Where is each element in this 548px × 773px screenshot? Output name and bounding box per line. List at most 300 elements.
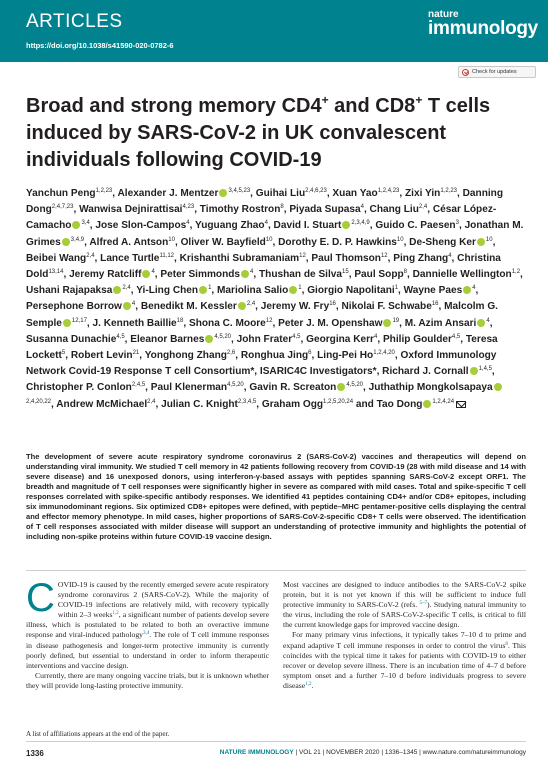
body-paragraph: Currently, there are many ongoing vaccine trials, but it is unknown whether they will provide long-lasting protective immunity. — [26, 670, 269, 690]
author[interactable] — [375, 220, 459, 231]
author-separator: , — [130, 285, 137, 297]
citation[interactable]: 8 — [505, 641, 508, 647]
divider — [26, 570, 526, 571]
journal-logo-line2: immunology — [428, 18, 538, 39]
author-name: Jonathan M. Grimes — [26, 220, 524, 248]
author[interactable] — [354, 269, 407, 280]
author[interactable] — [79, 204, 194, 215]
author[interactable] — [249, 382, 363, 393]
author-name: Oliver W. Bayfield — [180, 236, 266, 248]
author[interactable] — [342, 301, 439, 312]
author[interactable] — [145, 350, 236, 361]
author-separator: , — [377, 333, 383, 345]
author-name: Zixi Yin — [404, 188, 441, 199]
orcid-icon[interactable] — [205, 335, 213, 343]
author-affiliation: 4,5 — [116, 333, 125, 340]
author[interactable] — [261, 301, 336, 312]
citation[interactable]: 5–7 — [419, 601, 428, 607]
author-affiliation: 3,4 — [81, 220, 90, 227]
author-name: Shona C. Moore — [188, 317, 266, 329]
author-name: Nikolai F. Schwabe — [341, 301, 432, 313]
author-affiliation: 12 — [380, 252, 388, 259]
author-affiliation: 2,6 — [226, 350, 236, 357]
author-affiliation: 4 — [131, 301, 136, 308]
author-affiliation: 4,5,20 — [227, 382, 244, 389]
body-text: , a significant number of patients develop severe illness, which is postulated to be related to both an overactive immune response and viral-induced pathology — [26, 610, 269, 640]
author-separator: , — [255, 301, 261, 313]
journal-name: NATURE IMMUNOLOGY — [219, 749, 294, 756]
author[interactable] — [413, 269, 520, 280]
author-name: Wanwisa Dejnirattisai — [79, 204, 183, 216]
author[interactable] — [136, 285, 211, 296]
author-name: Beibei Wang — [26, 252, 87, 264]
author-affiliation: 4 — [264, 220, 268, 227]
author-separator: , — [94, 252, 101, 264]
author-separator: , — [348, 269, 355, 281]
author-affiliation: 3 — [455, 220, 459, 227]
author-name: J. Kenneth Baillie — [92, 317, 177, 329]
author-separator: , — [254, 366, 260, 378]
author-separator: , — [250, 188, 256, 199]
author[interactable] — [95, 220, 189, 231]
citation[interactable]: 1,2 — [112, 611, 119, 617]
author-separator: , — [300, 333, 307, 345]
author-affiliation: 2,4 — [147, 398, 156, 405]
author-affiliation: 6 — [308, 350, 312, 357]
author-affiliation: 2,4 — [122, 285, 131, 292]
author-affiliation: 4,5 — [451, 333, 461, 340]
orcid-icon[interactable] — [470, 367, 478, 375]
author-separator: , — [154, 269, 161, 281]
author-name: Piyada Supasa — [289, 204, 361, 216]
orcid-icon[interactable] — [113, 286, 121, 294]
body-text: . — [311, 680, 314, 690]
author-separator: , — [231, 333, 237, 345]
author-name: Graham Ogg — [261, 398, 324, 410]
body-paragraph — [283, 580, 526, 630]
author-affiliation: 4 — [151, 269, 155, 276]
author-name: Paul Sopp — [354, 269, 404, 281]
author-separator: , — [363, 382, 369, 394]
orcid-icon[interactable] — [342, 221, 350, 229]
orcid-icon[interactable] — [423, 400, 431, 408]
author-name: Juthathip Mongkolsapaya — [368, 382, 493, 394]
orcid-icon[interactable] — [241, 270, 249, 278]
author-separator: , — [174, 252, 180, 264]
title-sup2: + — [415, 93, 423, 107]
author-separator: , — [174, 236, 181, 248]
author-affiliation: 4 — [472, 285, 476, 292]
doi-link[interactable]: https://doi.org/10.1038/s41590-020-0782-6 — [26, 41, 174, 50]
author[interactable] — [217, 285, 302, 296]
orcid-icon[interactable] — [199, 286, 207, 294]
author-name: Peter Simmonds — [160, 269, 241, 281]
author-separator: , — [183, 317, 189, 329]
author[interactable] — [26, 285, 131, 296]
author-affiliation: 2,4,20,22 — [26, 398, 52, 405]
orcid-icon[interactable] — [289, 286, 297, 294]
author-affiliation: 2,3,4,5 — [237, 398, 257, 405]
author-name: De-Sheng Ker — [409, 236, 476, 248]
author-name: Lance Turtle — [100, 252, 160, 264]
author-separator: , — [65, 350, 71, 362]
body-text: ). Studying natural immunity to the virus, including the role of SARS-CoV-2-specific T cells, is critical to fill the current knowledge gaps for improved vaccine design. — [283, 600, 526, 630]
author-affiliation: 1,4,5 — [478, 366, 492, 373]
author-affiliation: 1,2,4,20 — [373, 350, 395, 357]
author-name: Jeremy W. Fry — [260, 301, 330, 313]
orcid-icon[interactable] — [72, 221, 80, 229]
author-separator: , — [112, 188, 118, 199]
author-affiliation: 1 — [208, 285, 212, 292]
author-name: Alfred A. Antson — [89, 236, 169, 248]
author-list — [26, 186, 526, 413]
author-name: Robert Levin — [70, 350, 133, 362]
author-separator: , — [51, 398, 57, 410]
author-name: Tao Dong — [376, 398, 423, 410]
author[interactable] — [26, 334, 125, 345]
author[interactable] — [141, 301, 255, 312]
author[interactable] — [383, 334, 460, 345]
author-separator: , — [73, 204, 80, 216]
author-name: M. Azim Ansari — [404, 317, 477, 329]
author-affiliation: 1,2,23 — [440, 188, 458, 194]
author-affiliation: 4 — [360, 204, 364, 211]
author[interactable] — [200, 204, 284, 215]
author-affiliation: 2,4 — [418, 204, 428, 211]
author[interactable] — [262, 399, 353, 410]
journal-logo-line1: nature — [428, 9, 459, 20]
author-separator: , — [89, 220, 96, 232]
author-separator: , — [267, 220, 274, 232]
author[interactable] — [89, 237, 175, 248]
title-part2: and CD8 — [328, 95, 416, 117]
author-separator: , — [492, 236, 496, 248]
author-separator: , — [283, 204, 290, 216]
author-affiliation: 8 — [403, 269, 408, 276]
author-separator: , — [311, 350, 318, 362]
author[interactable] — [71, 350, 139, 361]
author-separator: , — [520, 269, 523, 281]
author-name: Paul Klenerman — [150, 382, 228, 394]
author-affiliation: 4,23 — [182, 204, 195, 211]
author-affiliation: 16 — [329, 301, 336, 308]
article-title — [26, 93, 526, 174]
author[interactable] — [180, 253, 306, 264]
page-number: 1336 — [26, 749, 44, 758]
author-name: Paul Thomson — [311, 252, 381, 264]
author[interactable] — [56, 399, 155, 410]
author-separator: , — [272, 317, 279, 329]
body-paragraph — [26, 576, 269, 671]
author-separator: , — [86, 317, 93, 329]
author-name: Ronghua Jing — [240, 350, 309, 362]
author-separator: , — [84, 236, 90, 248]
author-affiliation: 13,14 — [48, 269, 64, 276]
author-affiliation: 4 — [486, 317, 490, 324]
author-separator: , — [489, 317, 493, 329]
author[interactable] — [404, 285, 476, 296]
author-name: John Frater — [236, 333, 293, 345]
check-updates-icon — [462, 69, 469, 76]
author-affiliation: 4,5,20 — [346, 382, 364, 389]
author-name: Jose Slon-Campos — [95, 220, 187, 232]
author-affiliation: 11,12 — [159, 252, 175, 259]
author-affiliation: 16 — [431, 301, 439, 308]
author-separator: , — [335, 301, 342, 313]
author-separator: , — [460, 333, 466, 345]
author-affiliation: 5 — [61, 350, 66, 357]
author-name: César López-Camacho — [26, 204, 497, 232]
author-affiliation: 12 — [265, 317, 273, 324]
title-sup1: + — [321, 93, 329, 107]
footer-divider — [26, 741, 526, 742]
title-part3: T cells induced by SARS-CoV-2 in UK convalescent individuals following COVID-19 — [26, 95, 491, 171]
author-affiliation: 3,4,9 — [70, 236, 85, 243]
author-name: Krishanthi Subramaniam — [179, 252, 300, 264]
author-name: Georgina Kerr — [306, 333, 374, 345]
author-name: Dannielle Wellington — [412, 269, 512, 281]
author-name: Andrew McMichael — [56, 398, 148, 410]
author[interactable] — [237, 334, 301, 345]
citation[interactable]: 3,4 — [143, 631, 150, 637]
author-name: Christopher P. Conlon — [26, 382, 132, 394]
author[interactable] — [405, 318, 490, 329]
author-separator: , — [63, 269, 70, 281]
orcid-icon[interactable] — [477, 238, 485, 246]
author-affiliation: 4 — [250, 269, 254, 276]
author-affiliation: 4 — [448, 252, 452, 259]
author-affiliation: 21 — [132, 350, 140, 357]
author-affiliation: 1,2,4,24 — [432, 398, 455, 405]
author-name: Ping Zhang — [393, 252, 449, 264]
author-name: Julian C. Knight — [161, 398, 238, 410]
author-separator: , — [139, 350, 145, 362]
author-separator: , — [475, 285, 479, 297]
author[interactable] — [377, 399, 466, 410]
author[interactable] — [160, 269, 253, 280]
author-separator: , — [155, 398, 162, 410]
author-affiliation: 2,3,4,9 — [351, 220, 370, 227]
author-name: Danning Dong — [26, 188, 503, 216]
author-separator: , — [301, 285, 308, 297]
author[interactable] — [181, 237, 273, 248]
email-icon[interactable] — [456, 401, 466, 408]
body-column-left — [26, 576, 269, 691]
body-text: OVID-19 is caused by the recently emerged severe acute respiratory syndrome coronavirus 2 (SARS-CoV-2). While the majority of COVID-19 infections are relatively mild, with recovery typically within 2–3 weeks — [57, 580, 269, 620]
author-separator: , — [326, 188, 333, 199]
author-affiliation: 3,4,5,23 — [228, 188, 251, 194]
author[interactable] — [241, 350, 312, 361]
author[interactable] — [274, 220, 370, 231]
orcid-icon[interactable] — [123, 302, 131, 310]
author[interactable] — [393, 253, 451, 264]
author-name: Yuguang Zhao — [195, 220, 265, 232]
author-affiliation: 1 — [298, 285, 302, 292]
body-text: For many primary virus infections, it typically takes 7–10 d to prime and expand adaptive T cell immune responses in order to control the virus — [283, 630, 526, 650]
author-name: Dorothy E. D. P. Hawkins — [278, 236, 397, 248]
author-separator: , — [272, 236, 279, 248]
author-name: Mariolina Salio — [217, 285, 289, 297]
author-name: Yanchun Peng — [26, 188, 96, 199]
author-separator: , — [243, 382, 250, 394]
author-separator: , — [438, 301, 445, 313]
author-separator: , — [491, 366, 495, 378]
author-name: Wayne Paes — [403, 285, 463, 297]
author[interactable] — [130, 334, 231, 345]
author-affiliation: 10 — [485, 236, 493, 243]
body-text: Most vaccines are designed to induce antibodies to the SARS-CoV-2 spike protein, but it is not yet known if this will be sufficient to induce full protective immunity to SARS-CoV-2 (refs. — [283, 580, 526, 610]
check-for-updates-button[interactable] — [458, 66, 536, 78]
author-name: Philip Goulder — [382, 333, 452, 345]
author[interactable] — [306, 334, 377, 345]
author[interactable] — [100, 253, 174, 264]
author-name: Alexander J. Mentzer — [117, 188, 219, 199]
author-conjunction: and — [355, 398, 377, 410]
author[interactable] — [409, 237, 492, 248]
author[interactable] — [161, 399, 256, 410]
author[interactable] — [26, 253, 95, 264]
author-affiliation: 4 — [186, 220, 190, 227]
author-separator: , — [399, 317, 405, 329]
orcid-icon[interactable] — [337, 383, 345, 391]
issue-info[interactable]: | VOL 21 | NOVEMBER 2020 | 1336–1345 | www.nature.com/natureimmunology — [293, 749, 526, 756]
author[interactable] — [311, 253, 387, 264]
author-name: Ushani Rajapaksa — [26, 285, 113, 297]
author-separator: , — [407, 269, 413, 281]
author-affiliation: 10 — [168, 236, 175, 243]
author-affiliation: 1,2,23 — [95, 188, 113, 194]
author-separator: , — [369, 220, 376, 232]
author-name: Gavin R. Screaton — [249, 382, 337, 394]
author-affiliation: 1,2,4,23 — [377, 188, 400, 194]
author-separator: , — [194, 204, 200, 216]
author-affiliation: 10 — [396, 236, 404, 243]
orcid-icon[interactable] — [142, 270, 150, 278]
author-affiliation: 12 — [299, 252, 306, 259]
author[interactable] — [405, 188, 457, 199]
citation[interactable]: 1,2 — [305, 681, 312, 687]
author-separator: , — [457, 188, 463, 199]
orcid-icon[interactable] — [63, 319, 71, 327]
author-separator: , — [376, 366, 383, 378]
author[interactable] — [151, 382, 244, 393]
author[interactable] — [93, 318, 184, 329]
author-separator: , — [253, 269, 259, 281]
author[interactable] — [289, 204, 364, 215]
author[interactable] — [69, 269, 155, 280]
abstract: The development of severe acute respiratory syndrome coronavirus 2 (SARS-CoV-2) vaccines and therapeutics will depend on understanding viral immunity. We studied T cell memory in 42 patients following recovery from COVID-19 (28 with mild disease and 14 with severe disease) and 16 unexposed donors, using interferon-γ-based assays with peptides spanning SARS-CoV-2 except ORF1. The breadth and magnitude of T cell responses were significantly higher in severe as compared with mild cases. Total and spike-specific T cell responses correlated with spike-specific antibody responses. We identified 41 peptides containing CD4+ and/or CD8+ epitopes, including six immunodominant regions. Six optimized CD8+ epitopes were defined, with peptide–MHC pentamer-positive cells displaying the central and effector memory phenotype. In mild cases, higher proportions of SARS-CoV-2-specific CD8+ T cells were observed. The identification of T cell responses associated with milder disease will support an understanding of protective immunity and highlights the potential of including non-spike proteins within future COVID-19 vaccine design. — [26, 452, 526, 541]
author[interactable] — [26, 301, 135, 312]
author-name: Chang Liu — [369, 204, 419, 216]
author-name: Guihai Liu — [255, 188, 306, 199]
author-affiliation: 4,5,20 — [214, 333, 232, 340]
author-name: Teresa Lockett — [26, 333, 498, 362]
author-separator: , — [451, 252, 458, 264]
author-separator: , — [458, 220, 465, 232]
author-separator: , — [256, 398, 262, 410]
author[interactable] — [189, 318, 273, 329]
author[interactable] — [382, 366, 492, 377]
author-separator: , — [398, 285, 404, 297]
orcid-icon[interactable] — [477, 319, 485, 327]
author-name: Susanna Dunachie — [26, 333, 117, 345]
author-separator: , — [363, 204, 370, 216]
body-paragraph — [283, 630, 526, 691]
author-separator: , — [235, 350, 241, 362]
author-separator: , — [124, 333, 131, 345]
author-separator: , — [135, 301, 141, 313]
section-label: ARTICLES — [26, 11, 123, 32]
author-name: ISARIC4C Investigators* — [259, 366, 377, 378]
orcid-icon[interactable] — [219, 189, 227, 197]
journal-footer — [220, 749, 526, 756]
orcid-icon[interactable] — [494, 383, 502, 391]
author-affiliation: 2,4 — [86, 252, 95, 259]
author-name: Malcolm G. Semple — [26, 301, 498, 329]
author-name: Richard J. Cornall — [382, 366, 469, 378]
body-column-right — [283, 580, 526, 691]
journal-logo — [428, 10, 538, 38]
author-separator: , — [427, 204, 433, 216]
drop-cap: C — [26, 576, 55, 620]
author-name: Timothy Rostron — [199, 204, 281, 216]
author-name: Thushan de Silva — [259, 269, 343, 281]
author-separator: , — [211, 285, 218, 297]
author[interactable] — [278, 318, 399, 329]
author-name: Peter J. M. Openshaw — [278, 317, 383, 329]
author[interactable] — [256, 188, 327, 199]
body-text: . The role of T cell immune responses in disease pathogenesis and longer-term protective immunity is currently poorly defined, but essential to understand in order to inform therapeutic interventions and vaccine design. — [26, 630, 269, 670]
author-name: Xuan Yao — [332, 188, 378, 199]
author-affiliation: 12,17 — [71, 317, 87, 324]
author[interactable] — [26, 188, 112, 199]
author-name: Persephone Borrow — [26, 301, 122, 313]
author-name: Yi-Ling Chen — [136, 285, 199, 297]
author[interactable] — [307, 285, 398, 296]
orcid-icon[interactable] — [238, 302, 246, 310]
author[interactable] — [332, 188, 399, 199]
author[interactable] — [278, 237, 403, 248]
author-separator: , — [145, 382, 151, 394]
author-separator: , — [403, 236, 410, 248]
author-separator: , — [305, 252, 312, 264]
orcid-icon[interactable] — [62, 238, 70, 246]
author-affiliation: 2,4,6,23 — [305, 188, 327, 194]
author-name: Jeremy Ratcliff — [69, 269, 142, 281]
author-name: David I. Stuart — [273, 220, 342, 232]
author-name: Guido C. Paesen — [375, 220, 456, 232]
author-name: Oxford Immunology Network Covid-19 Response T cell Consortium* — [26, 350, 497, 378]
author[interactable] — [260, 366, 377, 377]
author[interactable] — [195, 220, 268, 231]
author-name: Eleanor Barnes — [130, 333, 205, 345]
orcid-icon[interactable] — [463, 286, 471, 294]
author-affiliation: 18 — [176, 317, 184, 324]
author-separator: , — [394, 350, 401, 362]
author-affiliation: 1,2,5,20,24 — [323, 398, 354, 405]
author[interactable] — [370, 204, 428, 215]
author[interactable] — [259, 269, 349, 280]
author-name: Benedikt M. Kessler — [140, 301, 237, 313]
author-affiliation: 1 — [394, 285, 399, 292]
author-name: Giorgio Napolitani — [307, 285, 395, 297]
author-affiliation: 4,5 — [292, 333, 301, 340]
author[interactable] — [26, 382, 145, 393]
orcid-icon[interactable] — [383, 319, 391, 327]
author[interactable] — [117, 188, 250, 199]
author[interactable] — [317, 350, 395, 361]
check-updates-label: Check for updates — [472, 69, 517, 75]
